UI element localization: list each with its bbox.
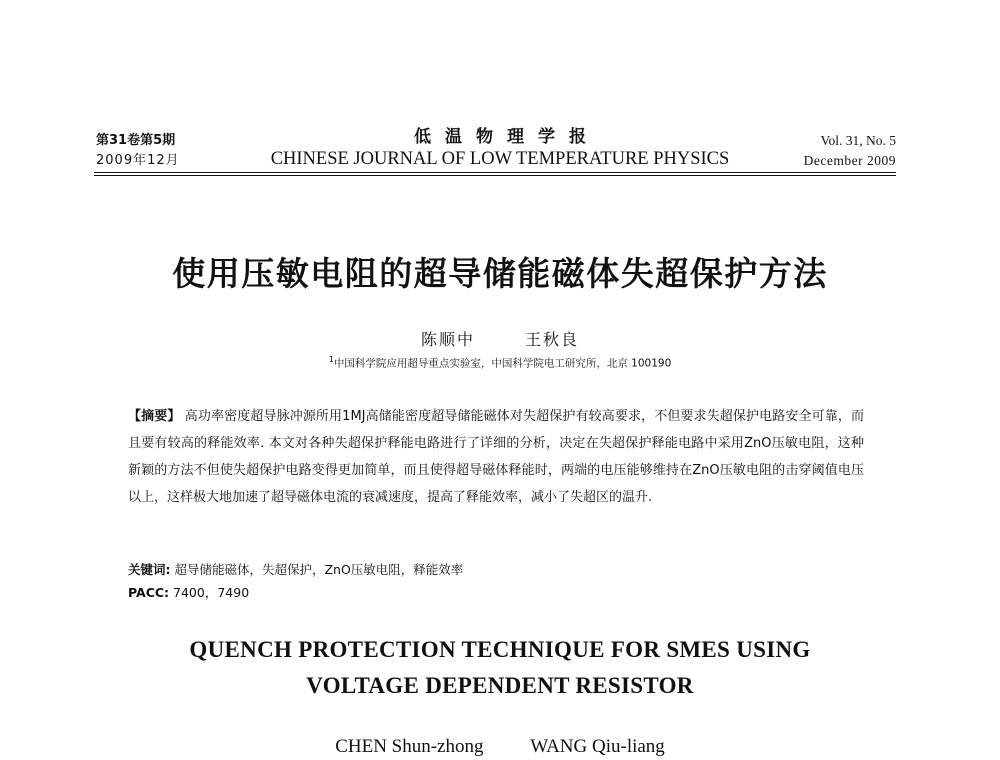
abstract-label: 【摘要】 [128, 409, 181, 424]
header-issue-cn [96, 131, 180, 171]
author-cn: 王秋良 [525, 332, 580, 349]
affiliation-text: 中国科学院应用超导重点实验室，中国科学院电工研究所，北京 100190 [333, 357, 672, 370]
journal-name [250, 126, 750, 170]
paper-title-cn: 使用压敏电阻的超导储能磁体失超保护方法 [172, 254, 828, 293]
keywords-line [128, 558, 864, 581]
affiliation-cn [0, 355, 1000, 371]
date-cn: 2009年12月 [96, 153, 180, 168]
paper-title-en-line1: QUENCH PROTECTION TECHNIQUE FOR SMES USING [189, 637, 811, 662]
header-issue-en [804, 131, 896, 171]
authors-cn [0, 327, 1000, 350]
volume-en: Vol. 31, No. 5 [820, 133, 896, 148]
affiliation-mark: 1 [328, 355, 334, 364]
date-en: December 2009 [803, 153, 896, 168]
pacc-label: PACC: [128, 585, 170, 600]
header-rule-top [94, 172, 896, 173]
keywords-label: 关键词: [128, 562, 171, 577]
authors-en [0, 736, 1000, 758]
header-rule-bottom [94, 175, 896, 176]
author-en: WANG Qiu-liang [530, 736, 665, 757]
keywords-block [128, 558, 864, 604]
pacc-line [128, 581, 864, 604]
author-cn: 陈顺中 [420, 332, 475, 349]
paper-title-en [0, 632, 1000, 704]
journal-name-cn: 低温物理学报 [414, 127, 600, 147]
abstract-text: 高功率密度超导脉冲源所用1MJ高储能密度超导储能磁体对失超保护有较高要求，不但要求失超保护电路安全可靠，而且要有较高的释能效率. 本文对各种失超保护释能电路进行了详细的分析，决定在失超保护释能电路中采用ZnO压敏电阻，这种新颖的方法不但使失超保护电路变得更加简单，而且使得超导磁体释能时，两端的电压能够维持在ZnO压敏电阻的击穿阈值电压以上，这样极大地加速了超导磁体电流的衰减速度，提高了释能效率，减小了失超区的温升. [128, 409, 864, 505]
pacc-text: 7400，7490 [173, 585, 250, 600]
abstract [128, 403, 864, 511]
journal-name-en: CHINESE JOURNAL OF LOW TEMPERATURE PHYSICS [270, 149, 730, 169]
author-en: CHEN Shun-zhong [335, 736, 484, 757]
volume-cn: 第31卷第5期 [96, 133, 176, 148]
keywords-text: 超导储能磁体，失超保护，ZnO压敏电阻，释能效率 [174, 562, 464, 577]
paper-title-en-line2: VOLTAGE DEPENDENT RESISTOR [306, 673, 694, 698]
